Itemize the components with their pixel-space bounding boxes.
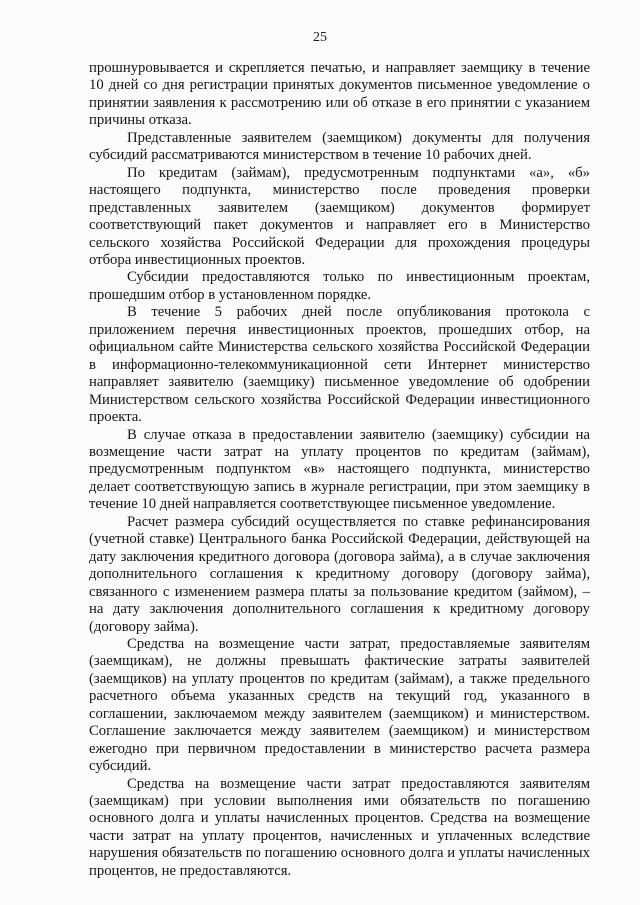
document-body xyxy=(89,60,590,880)
paragraph: Средства на возмещение части затрат, предоставляемые заявителям (заемщикам), не должны превышать фактические затраты заявителей (заемщиков) на уплату процентов по кредитам (займам), а также предельного расчетного объема указанных средств на текущий год, указанного в соглашении, заключаемом между заявителем (заемщиком) и министерством. Соглашение заключается между заявителем (заемщиком) и министерством ежегодно при первичном предоставлении в министерство расчета размера субсидий. xyxy=(89,635,590,775)
paragraph: По кредитам (займам), предусмотренным подпунктами «а», «б» настоящего подпункта, министерство после проведения проверки представленных заявителем (заемщиком) документов формирует соответствующий пакет документов и направляет его в Министерство сельского хозяйства Российской Федерации для прохождения процедуры отбора инвестиционных проектов. xyxy=(89,164,590,268)
paragraph: Средства на возмещение части затрат предоставляются заявителям (заемщикам) при условии выполнения ими обязательств по погашению основного долга и уплаты начисленных процентов. Средства на возмещение части затрат на уплату процентов, начисленных и уплаченных вследствие нарушения обязательств по погашению основного долга и уплаты начисленных процентов, не предоставляются. xyxy=(89,775,590,879)
page-number: 25 xyxy=(313,30,327,45)
paragraph: Субсидии предоставляются только по инвестиционным проектам, прошедшим отбор в установленном порядке. xyxy=(89,269,590,303)
paragraph: Представленные заявителем (заемщиком) документы для получения субсидий рассматриваются министерством в течение 10 рабочих дней. xyxy=(89,129,590,164)
paragraph: В течение 5 рабочих дней после опубликования протокола с приложением перечня инвестиционных проектов, прошедших отбор, на официальном сайте Министерства сельского хозяйства Российской Федерации в информационно-телекоммуникационной сети Интернет министерство направляет заявителю (заемщику) письменное уведомление об одобрении Министерством сельского хозяйства Российской Федерации инвестиционного проекта. xyxy=(89,304,590,426)
paragraph: В случае отказа в предоставлении заявителю (заемщику) субсидии на возмещение части затрат на уплату процентов по кредитам (займам), предусмотренным подпунктом «в» настоящего подпункта, министерство делает соответствующую запись в журнале регистрации, при этом заемщику в течение 10 дней направляется соответствующее письменное уведомление. xyxy=(89,426,590,513)
paragraph-continuation: прошнуровывается и скрепляется печатью, и направляет заемщику в течение 10 дней со дня регистрации принятых документов письменное уведомление о принятии заявления к рассмотрению или об отказе в его принятии с указанием причины отказа. xyxy=(89,60,590,129)
paragraph: Расчет размера субсидий осуществляется по ставке рефинансирования (учетной ставке) Центрального банка Российской Федерации, действующей на дату заключения кредитного договора (договора займа), а в случае заключения дополнительного соглашения к кредитному договору (договору займа), связанного с изменением размера платы за пользование кредитом (займом), – на дату заключения дополнительного соглашения к кредитному договору (договору займа). xyxy=(89,513,590,635)
